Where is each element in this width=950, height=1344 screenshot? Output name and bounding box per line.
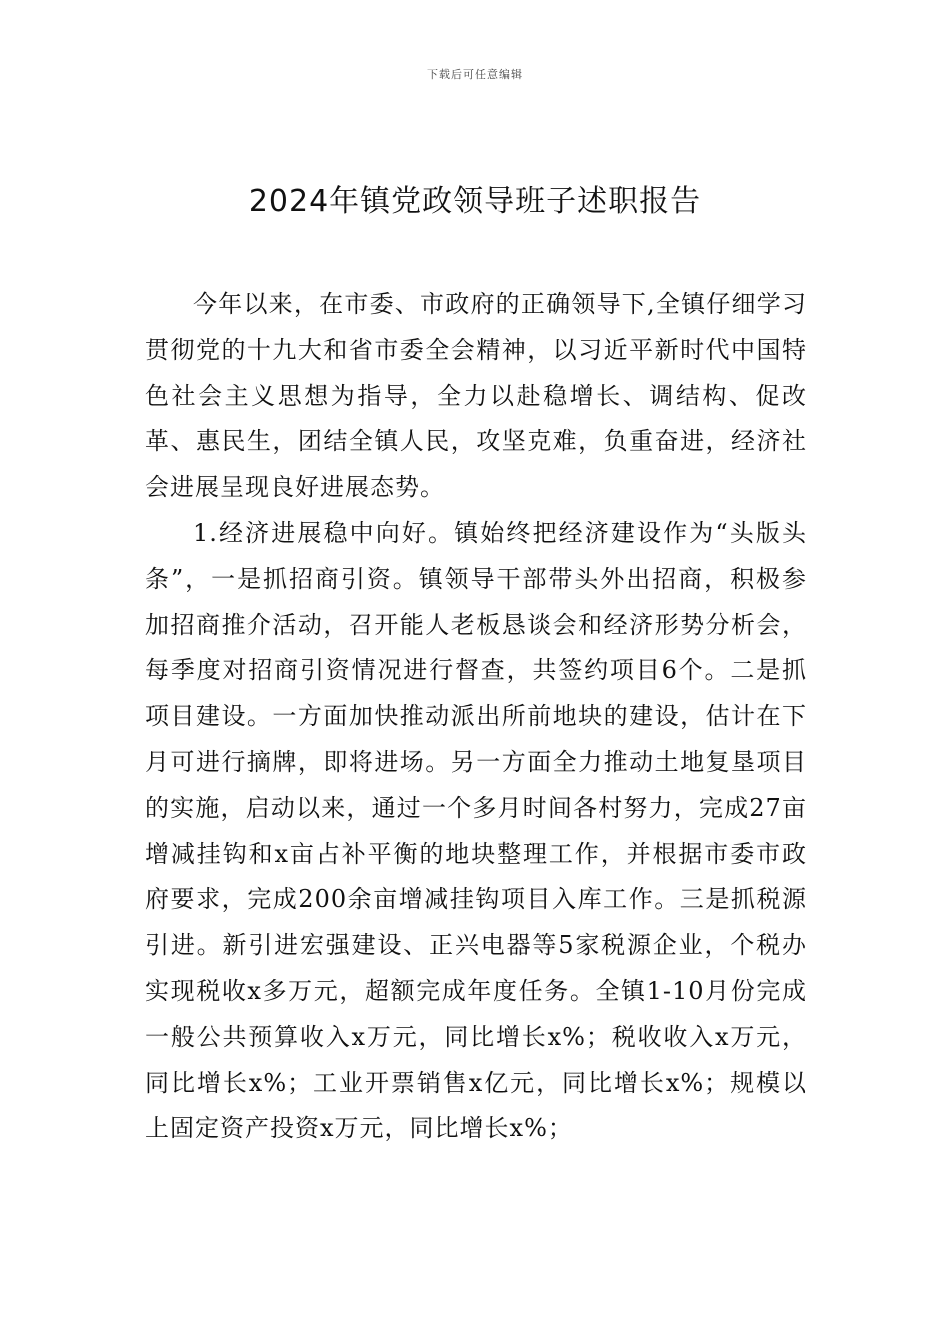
document-body xyxy=(145,282,807,1152)
paragraph-economy: 1.经济进展稳中向好。镇始终把经济建设作为“头版头条”，一是抓招商引资。镇领导干部带头外出招商，积极参加招商推介活动，召开能人老板恳谈会和经济形势分析会，每季度对招商引资情况进行督查，共签约项目6个。二是抓项目建设。一方面加快推动派出所前地块的建设，估计在下月可进行摘牌，即将进场。另一方面全力推动土地复垦项目的实施，启动以来，通过一个多月时间各村努力，完成27亩增减挂钩和x亩占补平衡的地块整理工作，并根据市委市政府要求，完成200余亩增减挂钩项目入库工作。三是抓税源引进。新引进宏强建设、正兴电器等5家税源企业，个税办实现税收x多万元，超额完成年度任务。全镇1-10月份完成一般公共预算收入x万元，同比增长x%；税收收入x万元，同比增长x%；工业开票销售x亿元，同比增长x%；规模以上固定资产投资x万元，同比增长x%； xyxy=(145,518,807,1143)
header-note: 下载后可任意编辑 xyxy=(427,68,523,81)
document-title: 2024年镇党政领导班子述职报告 xyxy=(248,184,702,219)
paragraph-intro: 今年以来，在市委、市政府的正确领导下,全镇仔细学习贯彻党的十九大和省市委全会精神，以习近平新时代中国特色社会主义思想为指导，全力以赴稳增长、调结构、促改革、惠民生，团结全镇人民，攻坚克难，负重奋进，经济社会进展呈现良好进展态势。 xyxy=(145,290,807,502)
